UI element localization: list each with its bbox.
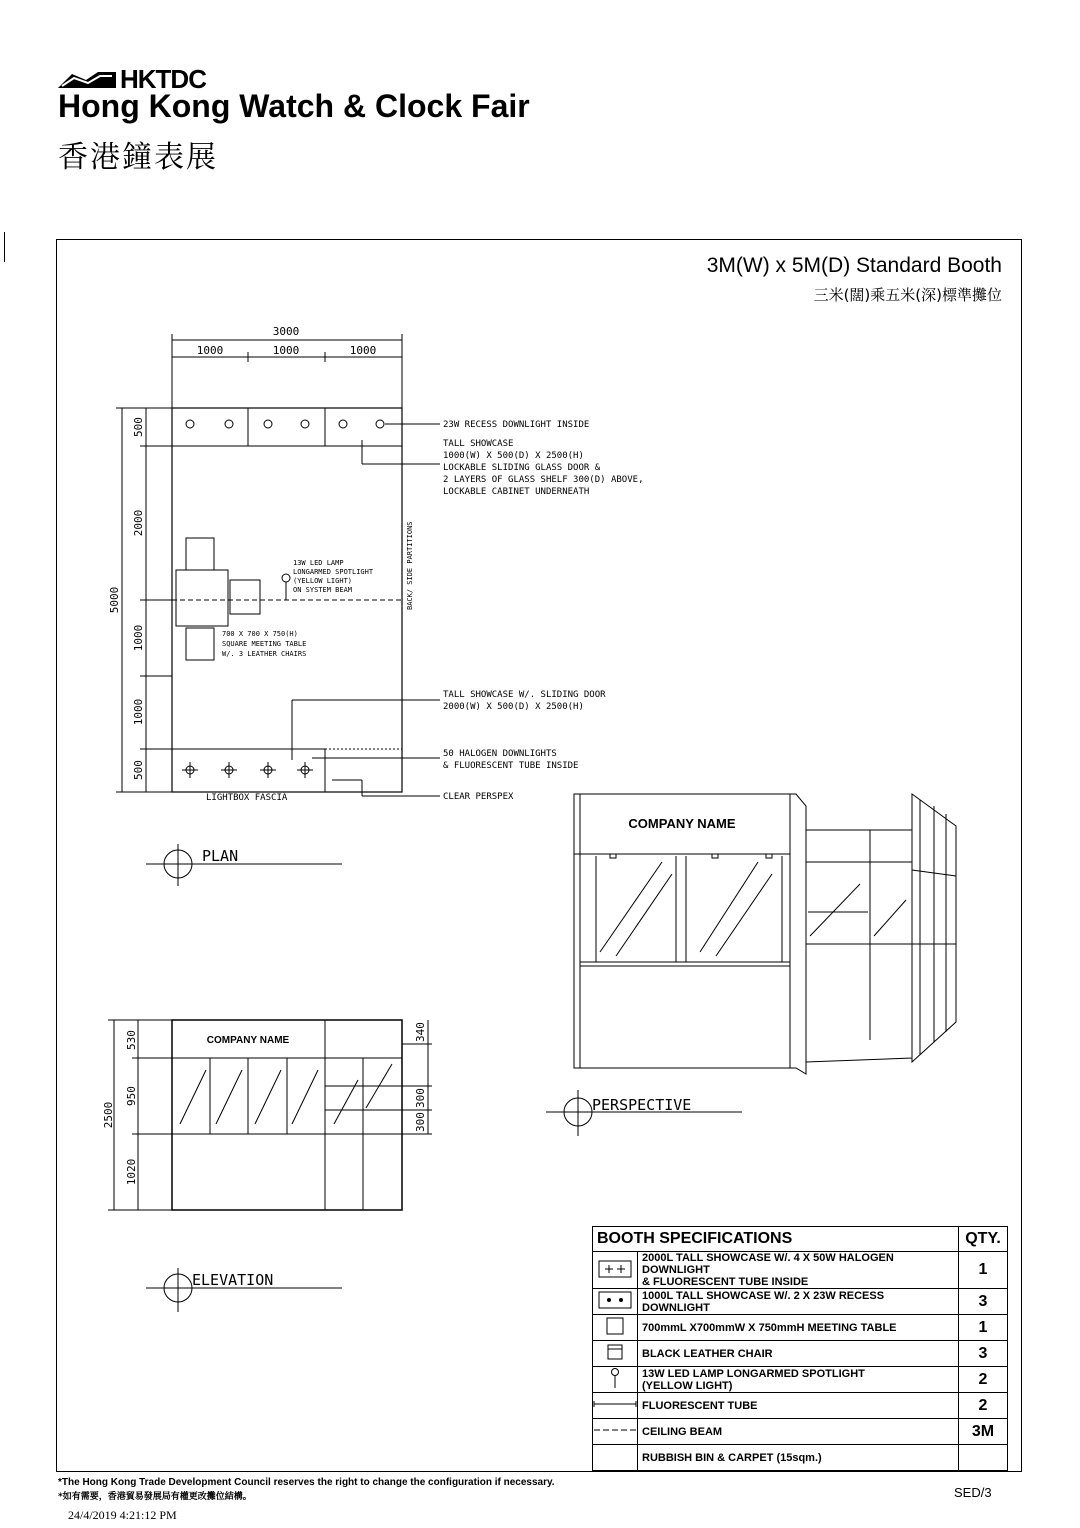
specs-title: BOOTH SPECIFICATIONS	[593, 1227, 959, 1252]
table-row	[593, 1289, 1008, 1315]
spotlight-icon	[608, 1367, 622, 1389]
note-showcase-door-2: 2000(W) X 500(D) X 2500(H)	[443, 702, 584, 712]
plan-dim-depth-2: 2000	[132, 509, 145, 537]
showcase-halogen-icon	[598, 1260, 632, 1278]
plan-dim-total-width: 3000	[272, 325, 300, 338]
spec-qty: 3	[959, 1289, 1008, 1315]
note-table-3: W/. 3 LEATHER CHAIRS	[222, 650, 307, 658]
spec-line: RUBBISH BIN & CARPET (15sqm.)	[638, 1445, 959, 1471]
plan-label: PLAN	[202, 847, 239, 865]
elevation-label: ELEVATION	[192, 1271, 274, 1289]
note-lamp-3: (YELLOW LIGHT)	[293, 577, 353, 585]
booth-title: 3M(W) x 5M(D) Standard Booth	[706, 254, 1002, 277]
booth-specifications-table	[592, 1226, 1008, 1471]
elevation-dim-right-3: 300	[414, 1112, 427, 1132]
showcase-recess-icon	[598, 1291, 632, 1309]
spec-qty: 2	[959, 1367, 1008, 1393]
table-icon	[606, 1317, 624, 1335]
elevation-dim-height-3: 1020	[125, 1158, 138, 1186]
spec-qty: 3M	[959, 1419, 1008, 1445]
logo-text: HKTDC	[120, 64, 206, 94]
spec-line: 2000L TALL SHOWCASE W/. 4 X 50W HALOGEN DOWNLIGHT	[642, 1252, 894, 1276]
elevation-dim-right-2: 300	[414, 1088, 427, 1108]
chair-icon	[606, 1343, 624, 1361]
plan-dim-width-2: 1000	[272, 344, 300, 357]
note-lamp-1: 13W LED LAMP	[293, 559, 344, 567]
spec-line: BLACK LEATHER CHAIR	[638, 1341, 959, 1367]
note-perspex: CLEAR PERSPEX	[443, 792, 514, 802]
note-halogen-2: & FLUORESCENT TUBE INSIDE	[443, 761, 579, 771]
note-table-1: 700 X 700 X 750(H)	[222, 630, 298, 638]
table-row	[593, 1341, 1008, 1367]
table-row	[593, 1445, 1008, 1471]
note-tall-showcase-3: LOCKABLE SLIDING GLASS DOOR &	[443, 463, 601, 473]
note-tall-showcase-4: 2 LAYERS OF GLASS SHELF 300(D) ABOVE,	[443, 475, 644, 485]
spec-qty	[959, 1445, 1008, 1471]
spec-qty: 1	[959, 1252, 1008, 1289]
booth-title-chinese: 三米(闊)乘五米(深)標準攤位	[813, 286, 1002, 304]
note-halogen-1: 50 HALOGEN DOWNLIGHTS	[443, 749, 557, 759]
spec-line: 700mmL X700mmW X 750mmH MEETING TABLE	[638, 1315, 959, 1341]
spec-line: CEILING BEAM	[638, 1419, 959, 1445]
spec-line: FLUORESCENT TUBE	[638, 1393, 959, 1419]
note-lightbox: LIGHTBOX FASCIA	[206, 793, 288, 803]
specs-header-row	[593, 1227, 1008, 1252]
plan-dim-width-3: 1000	[349, 344, 377, 357]
table-row	[593, 1419, 1008, 1445]
plan-dim-depth-3: 1000	[132, 624, 145, 652]
perspective-company-name: COMPANY NAME	[628, 816, 736, 831]
spec-line: 13W LED LAMP LONGARMED SPOTLIGHT	[642, 1367, 865, 1380]
note-tall-showcase-1: TALL SHOWCASE	[443, 439, 514, 449]
table-row	[593, 1315, 1008, 1341]
note-recess-downlight: 23W RECESS DOWNLIGHT INSIDE	[443, 420, 590, 430]
note-partitions: BACK/ SIDE PARTITIONS	[406, 521, 414, 610]
table-row	[593, 1367, 1008, 1393]
plan-dim-depth-4: 1000	[132, 698, 145, 726]
note-tall-showcase-2: 1000(W) X 500(D) X 2500(H)	[443, 451, 584, 461]
spec-qty: 1	[959, 1315, 1008, 1341]
spec-line: (YELLOW LIGHT)	[642, 1379, 733, 1392]
note-tall-showcase-5: LOCKABLE CABINET UNDERNEATH	[443, 487, 590, 497]
elevation-company-name: COMPANY NAME	[206, 1035, 290, 1046]
note-table-2: SQUARE MEETING TABLE	[222, 640, 307, 648]
document-reference: SED/3	[954, 1485, 992, 1500]
page-title: Hong Kong Watch & Clock Fair	[58, 88, 530, 124]
footnote-chinese: *如有需要，香港貿易發展局有權更改攤位結構。	[58, 1492, 252, 1502]
perspective-label: PERSPECTIVE	[592, 1096, 692, 1114]
specs-qty-header: QTY.	[959, 1227, 1008, 1252]
spec-qty: 2	[959, 1393, 1008, 1419]
note-lamp-2: LONGARMED SPOTLIGHT	[293, 568, 374, 576]
tube-icon	[593, 1399, 637, 1409]
plan-dim-depth-1: 500	[132, 417, 145, 437]
spec-line: 1000L TALL SHOWCASE W/. 2 X 23W RECESS DOWNLIGHT	[638, 1289, 959, 1315]
elevation-dim-height-2: 950	[125, 1086, 138, 1106]
note-showcase-door-1: TALL SHOWCASE W/. SLIDING DOOR	[443, 690, 606, 700]
beam-icon	[593, 1425, 637, 1435]
print-timestamp: 24/4/2019 4:21:12 PM	[68, 1508, 177, 1522]
plan-dim-width-1: 1000	[196, 344, 224, 357]
plan-dim-total-depth: 5000	[108, 586, 121, 614]
footnote-english: *The Hong Kong Trade Development Council reserves the right to change the configuration if necessary.	[58, 1477, 555, 1488]
elevation-dim-right-1: 340	[414, 1022, 427, 1042]
elevation-dim-total-height: 2500	[102, 1101, 115, 1129]
spec-line: & FLUORESCENT TUBE INSIDE	[642, 1276, 809, 1288]
table-row	[593, 1252, 1008, 1289]
table-row	[593, 1393, 1008, 1419]
plan-dim-depth-5: 500	[132, 760, 145, 780]
spec-qty: 3	[959, 1341, 1008, 1367]
page-title-chinese: 香港鐘表展	[58, 140, 218, 175]
elevation-dim-height-1: 530	[125, 1030, 138, 1050]
note-lamp-4: ON SYSTEM BEAM	[293, 586, 353, 594]
